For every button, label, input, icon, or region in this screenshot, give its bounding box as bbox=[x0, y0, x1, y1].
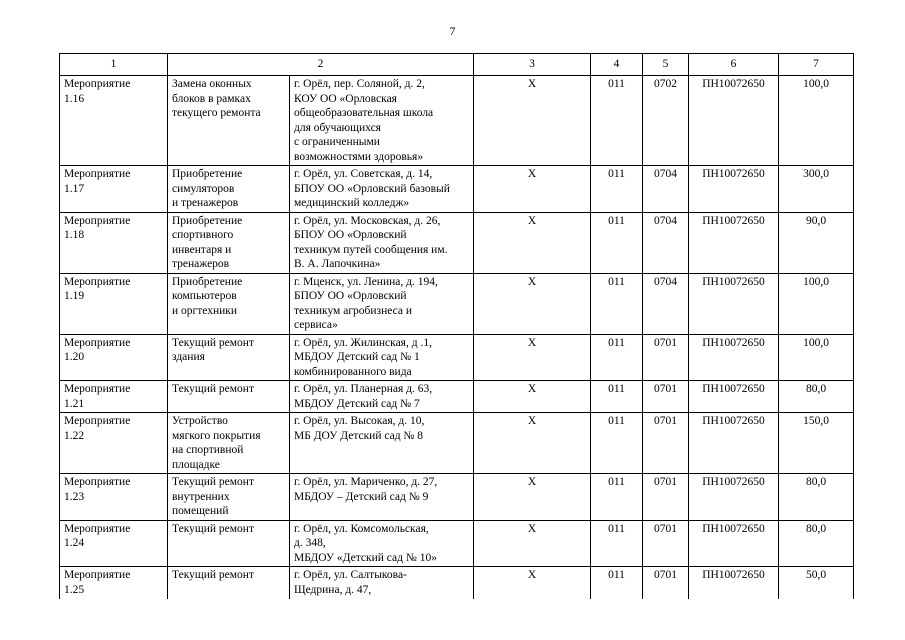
measure-name: Устройство мягкого покрытия на спортивной площадке bbox=[168, 413, 290, 474]
measure-code-4: 011 bbox=[591, 212, 643, 273]
measure-code-4: 011 bbox=[591, 166, 643, 213]
measure-code-6: ПН10072650 bbox=[689, 413, 779, 474]
table-row bbox=[60, 474, 854, 521]
measure-code-5: 0704 bbox=[643, 166, 689, 213]
measure-code-4: 011 bbox=[591, 381, 643, 413]
measure-name: Текущий ремонт bbox=[168, 520, 290, 567]
measure-address: г. Орёл, ул. Комсомольская, д. 348, МБДОУ «Детский сад № 10» bbox=[290, 520, 474, 567]
measure-code-5: 0702 bbox=[643, 76, 689, 166]
header-cell-1: 1 bbox=[60, 54, 168, 76]
measure-code-6: ПН10072650 bbox=[689, 212, 779, 273]
measure-name: Замена оконных блоков в рамках текущего ремонта bbox=[168, 76, 290, 166]
measure-address: г. Орёл, ул. Московская, д. 26, БПОУ ОО «Орловский техникум путей сообщения им. В. А. Лапочкина» bbox=[290, 212, 474, 273]
measure-amount: 300,0 bbox=[779, 166, 854, 213]
measure-code-4: 011 bbox=[591, 273, 643, 334]
measure-mark: Х bbox=[474, 212, 591, 273]
measure-code-5: 0701 bbox=[643, 334, 689, 381]
measure-code-4: 011 bbox=[591, 413, 643, 474]
measure-amount: 100,0 bbox=[779, 334, 854, 381]
measure-mark: Х bbox=[474, 334, 591, 381]
measure-code-5: 0704 bbox=[643, 212, 689, 273]
measure-id: Мероприятие 1.25 bbox=[60, 567, 168, 599]
table-row bbox=[60, 334, 854, 381]
measure-name: Текущий ремонт bbox=[168, 567, 290, 599]
measure-code-6: ПН10072650 bbox=[689, 520, 779, 567]
measure-amount: 100,0 bbox=[779, 273, 854, 334]
measure-code-5: 0701 bbox=[643, 567, 689, 599]
measure-amount: 80,0 bbox=[779, 381, 854, 413]
measure-id: Мероприятие 1.16 bbox=[60, 76, 168, 166]
measure-code-6: ПН10072650 bbox=[689, 166, 779, 213]
measure-id: Мероприятие 1.17 bbox=[60, 166, 168, 213]
measure-code-5: 0704 bbox=[643, 273, 689, 334]
measure-code-6: ПН10072650 bbox=[689, 334, 779, 381]
measure-code-4: 011 bbox=[591, 520, 643, 567]
measure-address: г. Орёл, ул. Салтыкова- Щедрина, д. 47, bbox=[290, 567, 474, 599]
measure-name: Приобретение компьютеров и оргтехники bbox=[168, 273, 290, 334]
measure-mark: Х bbox=[474, 166, 591, 213]
measure-code-5: 0701 bbox=[643, 520, 689, 567]
measure-name: Текущий ремонт здания bbox=[168, 334, 290, 381]
page-number: 7 bbox=[449, 24, 456, 38]
measure-name: Текущий ремонт внутренних помещений bbox=[168, 474, 290, 521]
measure-id: Мероприятие 1.24 bbox=[60, 520, 168, 567]
measure-address: г. Мценск, ул. Ленина, д. 194, БПОУ ОО «Орловский техникум агробизнеса и сервиса» bbox=[290, 273, 474, 334]
measure-code-4: 011 bbox=[591, 334, 643, 381]
measure-code-6: ПН10072650 bbox=[689, 567, 779, 599]
measure-address: г. Орёл, ул. Планерная д. 63, МБДОУ Детский сад № 7 bbox=[290, 381, 474, 413]
measure-mark: Х bbox=[474, 381, 591, 413]
table-row bbox=[60, 567, 854, 599]
header-cell-4: 4 bbox=[591, 54, 643, 76]
measure-mark: Х bbox=[474, 474, 591, 521]
measure-address: г. Орёл, ул. Советская, д. 14, БПОУ ОО «Орловский базовый медицинский колледж» bbox=[290, 166, 474, 213]
measure-address: г. Орёл, пер. Соляной, д. 2, КОУ ОО «Орловская общеобразовательная школа для обучающихся с ограниченными возможностями здоровья» bbox=[290, 76, 474, 166]
measure-id: Мероприятие 1.19 bbox=[60, 273, 168, 334]
measure-name: Приобретение спортивного инвентаря и тренажеров bbox=[168, 212, 290, 273]
table-row bbox=[60, 76, 854, 166]
measures-table bbox=[59, 53, 854, 599]
measure-code-6: ПН10072650 bbox=[689, 474, 779, 521]
measure-name: Текущий ремонт bbox=[168, 381, 290, 413]
measure-amount: 150,0 bbox=[779, 413, 854, 474]
measure-id: Мероприятие 1.21 bbox=[60, 381, 168, 413]
measure-code-6: ПН10072650 bbox=[689, 76, 779, 166]
header-cell-2: 2 bbox=[168, 54, 474, 76]
measure-amount: 50,0 bbox=[779, 567, 854, 599]
table-row bbox=[60, 520, 854, 567]
header-cell-6: 6 bbox=[689, 54, 779, 76]
table-header-row bbox=[60, 54, 854, 76]
measure-id: Мероприятие 1.23 bbox=[60, 474, 168, 521]
table-row bbox=[60, 413, 854, 474]
measure-code-5: 0701 bbox=[643, 381, 689, 413]
measure-mark: Х bbox=[474, 520, 591, 567]
table-row bbox=[60, 381, 854, 413]
measure-mark: Х bbox=[474, 273, 591, 334]
measure-name: Приобретение симуляторов и тренажеров bbox=[168, 166, 290, 213]
table-row bbox=[60, 212, 854, 273]
measure-mark: Х bbox=[474, 76, 591, 166]
measure-id: Мероприятие 1.18 bbox=[60, 212, 168, 273]
table-row bbox=[60, 166, 854, 213]
measure-code-4: 011 bbox=[591, 474, 643, 521]
measure-code-4: 011 bbox=[591, 567, 643, 599]
header-cell-5: 5 bbox=[643, 54, 689, 76]
measure-mark: Х bbox=[474, 413, 591, 474]
measure-amount: 90,0 bbox=[779, 212, 854, 273]
measure-code-5: 0701 bbox=[643, 413, 689, 474]
measure-code-4: 011 bbox=[591, 76, 643, 166]
measure-code-6: ПН10072650 bbox=[689, 273, 779, 334]
measure-code-6: ПН10072650 bbox=[689, 381, 779, 413]
header-cell-3: 3 bbox=[474, 54, 591, 76]
measure-id: Мероприятие 1.20 bbox=[60, 334, 168, 381]
measure-address: г. Орёл, ул. Высокая, д. 10, МБ ДОУ Детский сад № 8 bbox=[290, 413, 474, 474]
table-row bbox=[60, 273, 854, 334]
measure-amount: 100,0 bbox=[779, 76, 854, 166]
measure-amount: 80,0 bbox=[779, 474, 854, 521]
measure-mark: Х bbox=[474, 567, 591, 599]
header-cell-7: 7 bbox=[779, 54, 854, 76]
measure-address: г. Орёл, ул. Жилинская, д .1, МБДОУ Детский сад № 1 комбинированного вида bbox=[290, 334, 474, 381]
measure-id: Мероприятие 1.22 bbox=[60, 413, 168, 474]
measure-address: г. Орёл, ул. Мариченко, д. 27, МБДОУ – Детский сад № 9 bbox=[290, 474, 474, 521]
measure-code-5: 0701 bbox=[643, 474, 689, 521]
measure-amount: 80,0 bbox=[779, 520, 854, 567]
